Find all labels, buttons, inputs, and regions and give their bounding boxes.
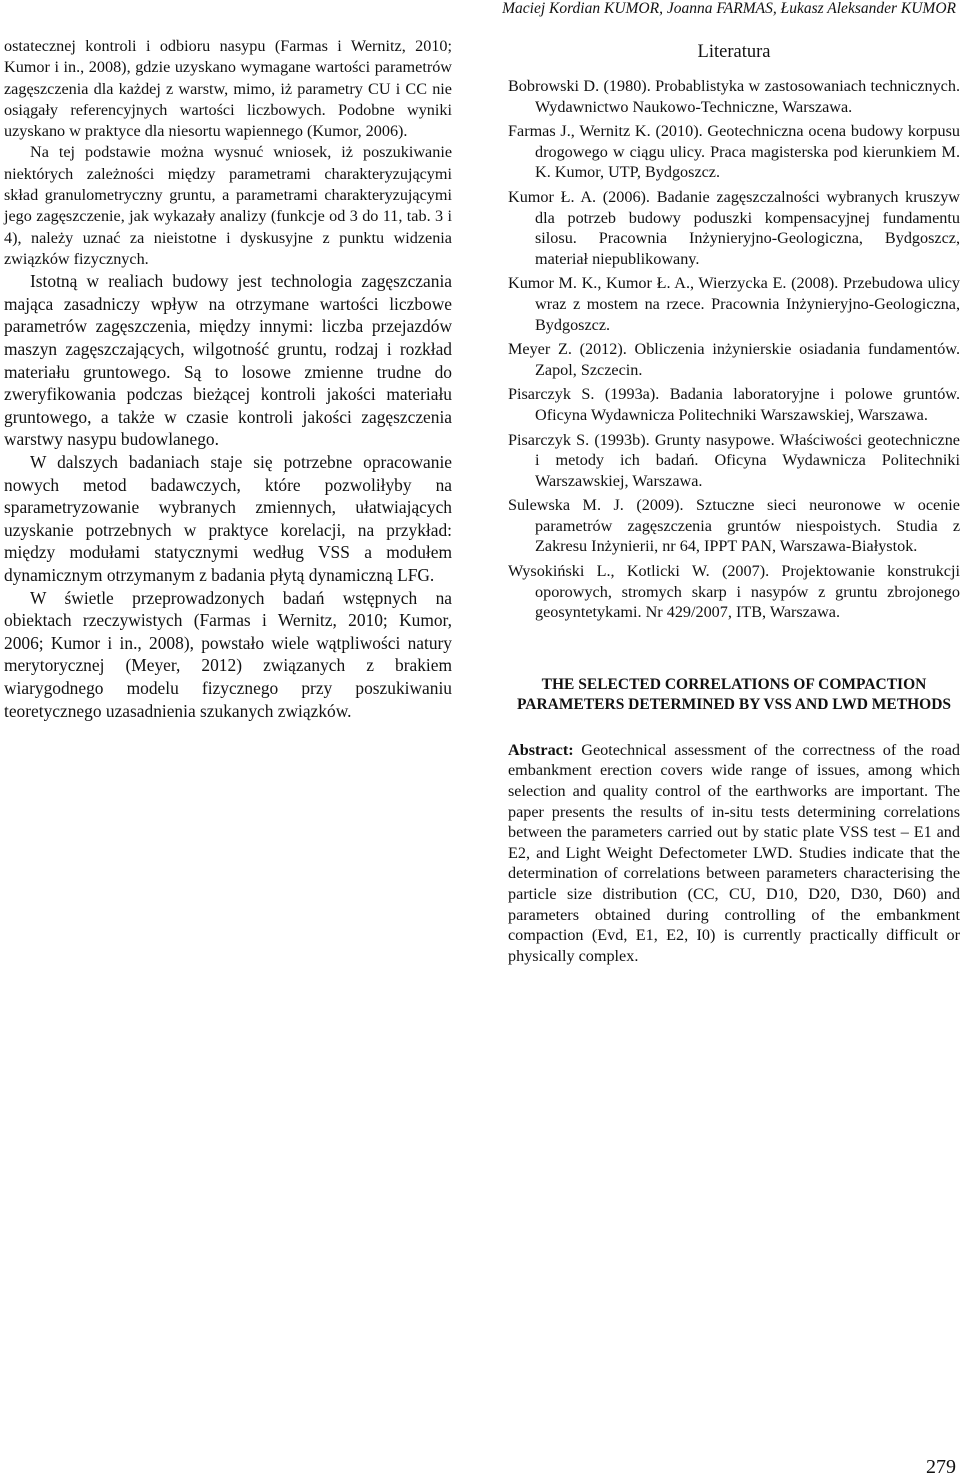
reference-list: [508, 76, 960, 623]
paragraph-5: W świetle przeprowadzonych badań wstępnych na obiektach rzeczywistych (Farmas i Wernitz, 2010; Kumor, 2006; Kumor i in., 2008), powstało wiele wątpliwości natury merytorycznej (Meyer, 2012) związanych z brakiem wiarygodnego modelu fizycznego przy poszukiwaniu teoretycznego uzasadnienia szukanych związków.: [4, 587, 452, 721]
paragraph-3: Istotną w realiach budowy jest technologia zagęszczania mająca zasadniczy wpływ na otrzymane wartości liczbowe parametrów zagęszczenia, między innymi: liczba przejazdów maszyn zagęszczających, wilgotność gruntu, rodzaj i rozkład materiału gruntowego. Są to losowe zmienne trudne do zweryfikowania podczas bieżącej kontroli jakości materiału gruntowego, a także w czasie kontroli jakości zagęszczenia warstwy nasypu budowlanego.: [4, 271, 452, 450]
english-title: THE SELECTED CORRELATIONS OF COMPACTION PARAMETERS DETERMINED BY VSS AND LWD METHODS: [516, 675, 952, 714]
literature-heading: Literatura: [697, 42, 771, 62]
paragraph-1: ostatecznej kontroli i odbioru nasypu (Farmas i Wernitz, 2010; Kumor i in., 2008), gdzie uzyskano wymagane wartości parametrów zagęszczenia dla każdej z warstw, mimo, iż parametry CU i CC nie osiągały referencyjnych wartości liczbowych. Podobne wyniki uzyskano w praktyce dla niesortu wapiennego (Kumor, 2006).: [4, 37, 452, 141]
reference-item: Wysokiński L., Kotlicki W. (2007). Projektowanie konstrukcji oporowych, stromych skarp i nasypów z gruntu zbrojonego geosyntetykami. Nr 429/2007, ITB, Warszawa.: [508, 562, 960, 622]
reference-item: Pisarczyk S. (1993b). Grunty nasypowe. Właściwości geotechniczne i metody ich badań. Oficyna Wydawnicza Politechniki Warszawskiej, Warszawa.: [508, 430, 960, 490]
abstract-text: Geotechnical assessment of the correctness of the road embankment erection covers wide range of issues, among which selection and quality control of the earthworks are important. The paper presents the results of in-situ tests determining correlations between the parameters carried out by static plate VSS test – E1 and E2, and Light Weight Defectometer LWD. Studies indicate that the determination of correlations between parameters characterising the particle size distribution (CC, CU, D10, D20, D30, D60) and parameters obtained during controlling of the embankment compaction (Evd, E1, E2, I0) is currently practically difficult or physically complex.: [508, 740, 960, 965]
reference-item: Pisarczyk S. (1993a). Badania laboratoryjne i polowe gruntów. Oficyna Wydawnicza Politechniki Warszawskiej, Warszawa.: [508, 385, 960, 424]
page-number: 279: [926, 1456, 956, 1478]
abstract-label: Abstract:: [508, 740, 574, 759]
left-column: [4, 36, 452, 722]
reference-item: Farmas J., Wernitz K. (2010). Geotechniczna ocena budowy korpusu drogowego w ciągu ulicy. Praca magisterska pod kierunkiem M. K. Kumor, UTP, Bydgoszcz.: [508, 122, 960, 182]
reference-item: Sulewska M. J. (2009). Sztuczne sieci neuronowe w ocenie parametrów zagęszczenia gruntów niespoistych. Studia z Zakresu Inżynierii, nr 64, IPPT PAN, Warszawa-Białystok.: [508, 496, 960, 556]
reference-item: Kumor M. K., Kumor Ł. A., Wierzycka E. (2008). Przebudowa ulicy wraz z mostem na rzece. Pracownia Inżynieryjno-Geologiczna, Bydgoszcz.: [508, 274, 960, 334]
paragraph-4: W dalszych badaniach staje się potrzebne opracowanie nowych metod badawczych, które pozwoliłyby na sparametryzowanie wybranych zmiennych, ułatwiających uzyskanie potrzebnych w praktyce korelacji, na przykład: między modułami statycznymi według VSS a modułem dynamicznym otrzymanym z badania płytą dynamiczną LFG.: [4, 452, 452, 585]
abstract: [508, 740, 960, 967]
reference-item: Meyer Z. (2012). Obliczenia inżynierskie osiadania fundamentów. Zapol, Szczecin.: [508, 340, 960, 379]
reference-item: Bobrowski D. (1980). Probablistyka w zastosowaniach technicznych. Wydawnictwo Naukowo-Techniczne, Warszawa.: [508, 77, 960, 116]
paragraph-2: Na tej podstawie można wysnuć wniosek, iż poszukiwanie niektórych zależności między parametrami charakteryzującymi skład granulometryczny gruntu, a parametrami charakteryzującymi jego zagęszczenie, jak wykazały analizy (funkcje od 3 do 11, tab. 3 i 4), należy uznać za nieistotne i dyskusyjne z punktu widzenia związków fizycznych.: [4, 143, 452, 268]
right-column: [508, 36, 960, 966]
running-header: Maciej Kordian KUMOR, Joanna FARMAS, Łukasz Aleksander KUMOR: [502, 0, 956, 17]
reference-item: Kumor Ł. A. (2006). Badanie zagęszczalności wybranych kruszyw dla potrzeb budowy poduszki kompensacyjnej fundamentu silosu. Pracownia Inżynieryjno-Geologiczna, Bydgoszcz, materiał niepublikowany.: [508, 187, 960, 268]
